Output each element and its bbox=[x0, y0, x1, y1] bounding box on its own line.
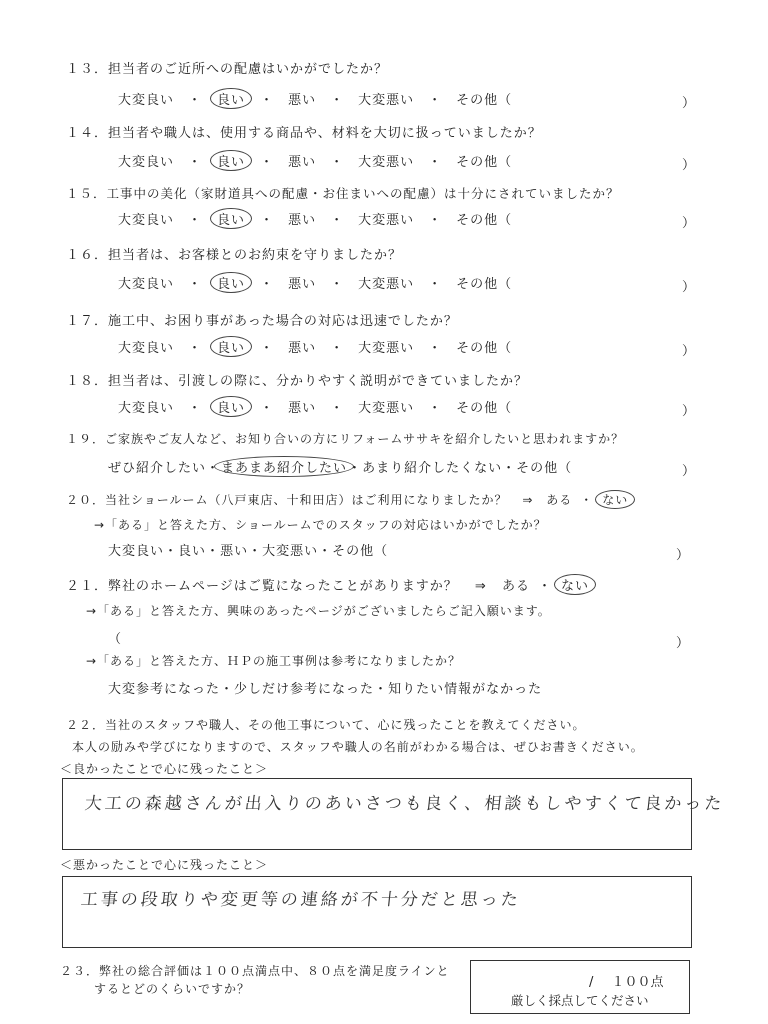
option-very-good[interactable]: 大変良い bbox=[118, 155, 175, 170]
option-good-circled[interactable]: 良い bbox=[210, 336, 252, 357]
option-other[interactable]: その他（ bbox=[456, 155, 513, 170]
option-very-good[interactable]: 大変良い bbox=[118, 213, 175, 228]
option-yes[interactable]: ある bbox=[546, 493, 573, 507]
option-good-circled[interactable]: 良い bbox=[210, 272, 252, 293]
separator: ・ bbox=[374, 682, 389, 697]
separator: ・ bbox=[428, 277, 443, 292]
separator: ・ bbox=[260, 277, 275, 292]
separator: ・ bbox=[188, 213, 203, 228]
options-14 bbox=[118, 150, 512, 171]
option-other[interactable]: その他（ bbox=[456, 277, 513, 292]
separator: ・ bbox=[330, 341, 345, 356]
option-good-circled[interactable]: 良い bbox=[210, 150, 252, 171]
option-very-bad[interactable]: 大変悪い bbox=[358, 341, 415, 356]
close-paren: ） bbox=[682, 280, 696, 295]
option-yes[interactable]: ある bbox=[501, 579, 530, 594]
option-very-helpful[interactable]: 大変参考になった bbox=[108, 682, 221, 697]
option-other[interactable]: その他（ bbox=[516, 461, 573, 476]
question-21-followup-1: →「ある」と答えた方、興味のあったページがございましたらご記入願います。 bbox=[86, 604, 551, 618]
separator: ・ bbox=[428, 341, 443, 356]
close-paren: ） bbox=[682, 96, 696, 111]
bad-answer-box[interactable] bbox=[62, 876, 692, 948]
question-21-followup-2: →「ある」と答えた方、ＨＰの施工事例は参考になりましたか？ bbox=[86, 654, 462, 668]
close-paren: ） bbox=[676, 548, 690, 563]
option-good-circled[interactable]: 良い bbox=[210, 396, 252, 417]
question-19: １９．ご家族やご友人など、お知り合いの方にリフォームササキを紹介したいと思われますか？ bbox=[66, 432, 625, 446]
options-18 bbox=[118, 396, 512, 417]
option-good-circled[interactable]: 良い bbox=[210, 208, 252, 229]
separator: ・ bbox=[206, 461, 221, 476]
separator: ・ bbox=[188, 93, 203, 108]
separator: ・ bbox=[260, 155, 275, 170]
separator: ・ bbox=[330, 401, 345, 416]
separator: ・ bbox=[260, 341, 275, 356]
option-very-bad[interactable]: 大変悪い bbox=[358, 93, 415, 108]
options-15 bbox=[118, 208, 512, 229]
option-very-bad[interactable]: 大変悪い bbox=[358, 277, 415, 292]
separator: ・ bbox=[206, 544, 221, 559]
open-paren: （ bbox=[108, 632, 123, 647]
separator: ・ bbox=[330, 93, 345, 108]
question-21-text: ２１．弊社のホームページはご覧になったことがありますか？ bbox=[66, 579, 458, 594]
question-22-sub: 本人の励みや学びになりますので、スタッフや職人の名前がわかる場合は、ぜひお書きください。 bbox=[72, 740, 644, 754]
option-no-circled[interactable]: ない bbox=[595, 490, 635, 509]
option-very-good[interactable]: 大変良い bbox=[118, 277, 175, 292]
question-18: １８．担当者は、引渡しの際に、分かりやすく説明ができていましたか？ bbox=[66, 374, 529, 389]
option-bad[interactable]: 悪い bbox=[288, 277, 317, 292]
question-22: ２２．当社のスタッフや職人、その他工事について、心に残ったことを教えてください。 bbox=[66, 718, 586, 732]
separator: ・ bbox=[428, 401, 443, 416]
separator: ・ bbox=[188, 341, 203, 356]
option-bad[interactable]: 悪い bbox=[288, 401, 317, 416]
score-box[interactable] bbox=[470, 960, 690, 1014]
options-13 bbox=[118, 88, 512, 109]
option-bad[interactable]: 悪い bbox=[288, 93, 317, 108]
score-note: 厳しく採点してください bbox=[511, 993, 649, 1008]
bad-label: ＜悪かったことで心に残ったこと＞ bbox=[60, 858, 269, 872]
separator: ・ bbox=[188, 155, 203, 170]
close-paren: ） bbox=[682, 158, 696, 173]
option-good-circled[interactable]: 良い bbox=[210, 88, 252, 109]
separator: ・ bbox=[580, 493, 594, 507]
option-very-good[interactable]: 大変良い bbox=[118, 341, 175, 356]
option-other[interactable]: その他（ bbox=[456, 341, 513, 356]
arrow-icon: ⇒ bbox=[522, 493, 534, 507]
close-paren: ） bbox=[682, 216, 696, 231]
separator: ・ bbox=[318, 544, 333, 559]
option-very-good[interactable]: 大変良い bbox=[118, 93, 175, 108]
options-17 bbox=[118, 336, 512, 357]
good-answer-text: 大工の森越さんが出入りのあいさつも良く、相談もしやすくて良かった bbox=[83, 794, 726, 814]
question-20-text: ２０．当社ショールーム（八戸東店、十和田店）はご利用になりましたか？ bbox=[66, 493, 508, 507]
separator: ・ bbox=[330, 213, 345, 228]
close-paren: ） bbox=[682, 404, 696, 419]
separator: ・ bbox=[248, 544, 263, 559]
separator: ・ bbox=[164, 544, 179, 559]
option-somewhat-circled[interactable]: まあまあ紹介したい bbox=[214, 456, 354, 477]
question-17: １７．施工中、お困り事があった場合の対応は迅速でしたか？ bbox=[66, 314, 458, 329]
score-slash: / bbox=[589, 975, 594, 990]
separator: ・ bbox=[428, 213, 443, 228]
separator: ・ bbox=[537, 579, 552, 594]
option-other[interactable]: その他（ bbox=[456, 213, 513, 228]
question-23-line-1: ２３．弊社の総合評価は１００点満点中、８０点を満足度ラインと bbox=[60, 964, 450, 978]
score-line bbox=[589, 971, 664, 990]
option-very-good[interactable]: 大変良い bbox=[118, 401, 175, 416]
separator: ・ bbox=[188, 277, 203, 292]
option-other[interactable]: その他（ bbox=[456, 401, 513, 416]
option-very-bad[interactable]: 大変悪い bbox=[358, 401, 415, 416]
option-good[interactable]: 良い bbox=[178, 544, 207, 559]
option-not-really[interactable]: あまり紹介したくない bbox=[362, 461, 503, 476]
question-20-followup: →「ある」と答えた方、ショールームでのスタッフの対応はいかがでしたか？ bbox=[94, 518, 547, 532]
option-other[interactable]: その他（ bbox=[332, 544, 389, 559]
option-very-bad[interactable]: 大変悪い bbox=[358, 155, 415, 170]
close-paren: ） bbox=[682, 344, 696, 359]
option-not-helpful[interactable]: 知りたい情報がなかった bbox=[388, 682, 543, 697]
good-label: ＜良かったことで心に残ったこと＞ bbox=[60, 762, 269, 776]
question-15: １５．工事中の美化（家財道具への配慮・お住まいへの配慮）は十分にされていましたか？ bbox=[66, 186, 620, 201]
option-very-bad[interactable]: 大変悪い bbox=[262, 544, 319, 559]
question-16: １６．担当者は、お客様とのお約束を守りましたか？ bbox=[66, 248, 403, 263]
separator: ・ bbox=[260, 401, 275, 416]
close-paren: ） bbox=[676, 636, 690, 651]
question-21 bbox=[66, 574, 590, 595]
arrow-icon: ⇒ bbox=[474, 579, 487, 594]
bad-answer-text: 工事の段取りや変更等の連絡が不十分だと思った bbox=[79, 890, 522, 910]
option-bad[interactable]: 悪い bbox=[288, 213, 317, 228]
option-bad[interactable]: 悪い bbox=[288, 155, 317, 170]
option-other[interactable]: その他（ bbox=[456, 93, 513, 108]
separator: ・ bbox=[502, 461, 517, 476]
options-21 bbox=[108, 678, 542, 697]
question-13: １３．担当者のご近所への配慮はいかがでしたか？ bbox=[66, 62, 389, 77]
score-max: １００点 bbox=[611, 975, 664, 990]
separator: ・ bbox=[188, 401, 203, 416]
separator: ・ bbox=[220, 682, 235, 697]
separator: ・ bbox=[348, 461, 363, 476]
options-19 bbox=[108, 456, 572, 477]
options-20 bbox=[108, 540, 388, 559]
options-16 bbox=[118, 272, 512, 293]
separator: ・ bbox=[428, 155, 443, 170]
separator: ・ bbox=[260, 213, 275, 228]
separator: ・ bbox=[330, 155, 345, 170]
question-23-line-2: するとどのくらいですか？ bbox=[94, 982, 251, 996]
question-14: １４．担当者や職人は、使用する商品や、材料を大切に扱っていましたか？ bbox=[66, 126, 542, 141]
separator: ・ bbox=[260, 93, 275, 108]
question-20 bbox=[66, 490, 629, 509]
option-bad[interactable]: 悪い bbox=[220, 544, 249, 559]
option-bad[interactable]: 悪い bbox=[288, 341, 317, 356]
separator: ・ bbox=[428, 93, 443, 108]
separator: ・ bbox=[330, 277, 345, 292]
option-somewhat-helpful[interactable]: 少しだけ参考になった bbox=[234, 682, 375, 697]
close-paren: ） bbox=[682, 464, 696, 479]
option-no-circled[interactable]: ない bbox=[554, 574, 596, 595]
option-definitely[interactable]: ぜひ紹介したい bbox=[108, 461, 207, 476]
good-answer-box[interactable] bbox=[62, 778, 726, 850]
option-very-bad[interactable]: 大変悪い bbox=[358, 213, 415, 228]
option-very-good[interactable]: 大変良い bbox=[108, 544, 165, 559]
